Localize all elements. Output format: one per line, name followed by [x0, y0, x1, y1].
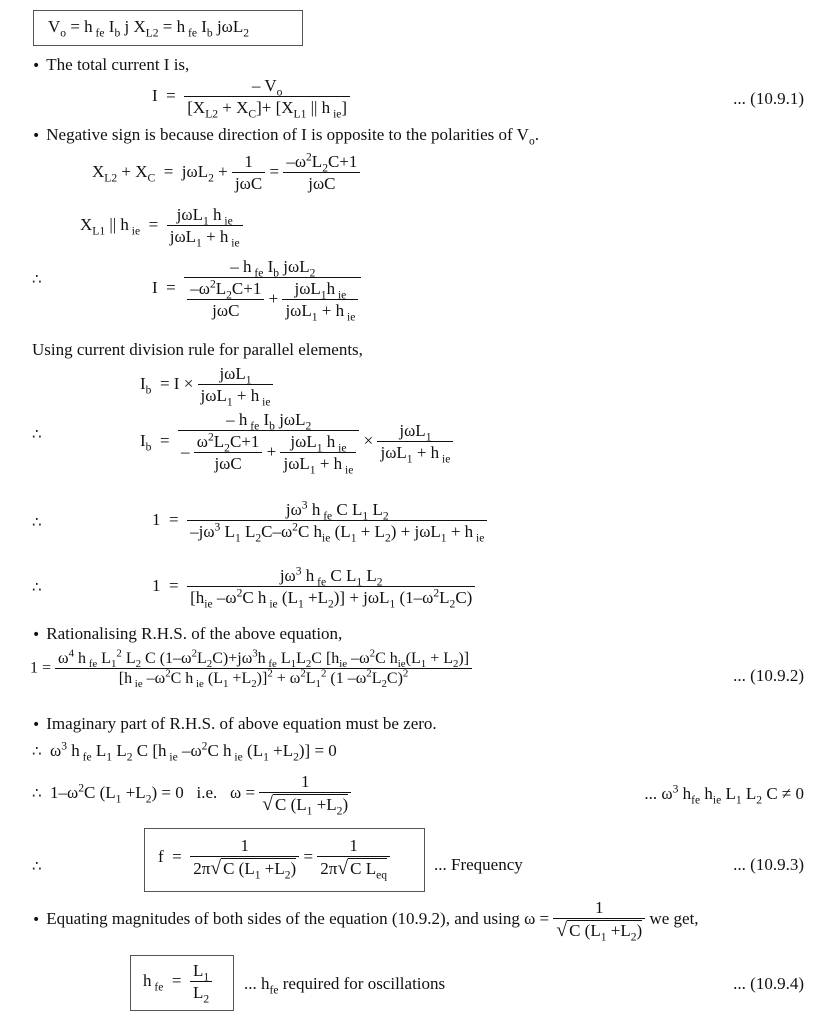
bullet-icon: •	[32, 911, 41, 928]
therefore-icon: ∴	[32, 578, 42, 596]
vo-equation: $V_o = h$ $_{fe}$ $I_b$ j $X_{L2} = h$ $_{fe}$ $I_b$ jωL$_2$	[48, 17, 250, 40]
frequency-label: ... Frequency	[434, 855, 523, 874]
equation-xl2-xc: $X_{L2} + X_C = j\omega L_2$ + $\frac{1}{\text{jωC}}$ = $\frac{-\omega^2L_2C+1}{\text{jωC}}$	[92, 152, 360, 194]
therefore-icon: ∴	[32, 857, 42, 875]
bullet-icon: •	[32, 627, 41, 643]
equation-10-9-1: I = $\frac{- V_o}{[X_{L2} + X_C]+ [X_{L1} || h _{ie}]}$	[152, 76, 350, 118]
omega-fraction: $\frac{1}{√ C (L_1 +L_2)}$	[553, 898, 645, 942]
equation-one-a: 1 = $\frac{j\omega^3 h _{fe} C L_1 L_2}{-j\omega^3 L_1 L_2C-\omega^2C h_{ie} (L_1 + L_2) + j\omega L_1 + h _{ie}}$	[152, 500, 487, 542]
therefore-icon: ∴	[32, 270, 42, 288]
bullet-icon: •	[32, 128, 41, 144]
bullet-text: Rationalising R.H.S. of the above equation,	[46, 624, 343, 643]
hfe-label: ... $h_{fe}$ required for oscillations	[244, 974, 446, 997]
bullet-total-current	[32, 55, 189, 75]
bullet-negative-sign: • Negative sign is because direction of I is opposite to the polarities of $V_o$.	[32, 125, 539, 148]
bullet-text: The total current I is,	[46, 55, 190, 74]
equation-ib-expanded: $I_b$ = – h $_{fe}$ $I_b$ jωL$_2$ – $\frac{\omega^2L_2C+1}{\text{jωC}}$ + $\frac{j\omega L_1 h _{ie}}{j\omega L_1 + h _{ie}}$ × $\frac{j\omega L_1}{j\omega L_1 + h _{ie}}$	[140, 410, 453, 474]
condition-part: h	[678, 784, 692, 803]
ie-label: i.e.	[196, 782, 218, 802]
hfe-label-part: required for oscillations	[278, 974, 446, 993]
bullet-icon: •	[32, 717, 41, 733]
equation-number: ... (10.9.4)	[733, 974, 804, 993]
equation-omega: ∴ $1-\omega^2C$ $(L_1 +L_2) = 0$ i.e. ω = $\frac{1}{√ C (L_1 +L_2)}$	[32, 772, 351, 816]
equation-frequency: f = $\frac{1}{2\pi√ C (L_1 +L_2)}$ = $\frac{1}{2\pi√ C L_{eq}}$	[158, 836, 390, 880]
equation-number: ... (10.9.2)	[733, 666, 804, 685]
hfe-label-part: fe	[269, 983, 279, 997]
condition-text: ... $\omega^3$ $h_{fe}$ $h_{ie}$ $L_1$ $L_2$ C ≠ 0	[644, 782, 804, 807]
equation-ib: $I_b = I$ × $\frac{j\omega L_1}{j\omega L_1 + h _{ie}}$	[140, 364, 273, 406]
bullet-text: Equating magnitudes of both sides of the equation (10.9.2), and using ω =	[46, 908, 550, 928]
paragraph-current-division: Using current division rule for parallel elements,	[32, 340, 363, 359]
bullet-icon: •	[32, 58, 41, 74]
bullet-equating-magnitudes	[32, 898, 699, 942]
equation-imag-zero: ∴ $\omega^3$ h $_{fe}$ $L_1$ $L_2$ C [h $_{ie}$ $-\omega^2C$ h $_{ie}$ $(L_1 +L_2)] = 0$	[32, 739, 337, 764]
equation-hfe: h $_{fe}$ = $\frac{L_1}{L_2}$	[143, 961, 212, 1003]
equation-one-b: 1 = $\frac{j\omega^3 h _{fe} C L_1 L_2}{[h_{ie} -\omega^2C h _{ie} (L_1 +L_2)] + j\omega L_1 (1-\omega^2L_2C)}$	[152, 566, 475, 608]
equation-xl1-hie: $X_{L1}$ || h $_{ie}$ = $\frac{j\omega L_1 h _{ie}}{j\omega L_1 + h _{ie}}$	[80, 205, 243, 247]
equation-number: ... (10.9.1)	[733, 89, 804, 108]
hfe-label-part: h	[261, 974, 270, 993]
therefore-icon: ∴	[32, 513, 42, 531]
bullet-rationalising	[32, 624, 342, 644]
equation-number: ... (10.9.3)	[733, 855, 804, 874]
bullet-text: Negative sign is because direction of I is opposite to the polarities of V	[46, 125, 529, 144]
therefore-icon: ∴	[32, 742, 42, 760]
subscript: o	[528, 134, 535, 148]
bullet-imaginary-part	[32, 714, 437, 734]
bullet-text: Imaginary part of R.H.S. of above equation must be zero.	[46, 714, 437, 733]
bullet-text: we get,	[649, 908, 699, 928]
equation-10-9-2: 1 = $\omega^4$ h $_{fe}$ $L_1^2$ $L_2$ C $(1-\omega^2L_2C)+j\omega^3h$ $_{fe}$ $L_1L_2C$ [$h_{ie}$ $-\omega^2C$ $h_{ie}(L_1 + L_2)$] [h $_{ie}$ $-\omega^2C$ h $_{ie}$ $(L_1 +L_2)]^2 + \omega^2L_1^2$ (1 $-\omega^2L_2C)^2$	[30, 650, 472, 688]
therefore-icon: ∴	[32, 425, 42, 443]
equation-current-i: I = – h $_{fe}$ $I_b$ jωL$_2$ $\frac{-\omega^2L_2C+1}{\text{jωC}}$ + $\frac{j\omega L_1h _{ie}}{j\omega L_1 + h _{ie}}$	[152, 257, 361, 321]
condition-part: ... ω	[644, 784, 673, 803]
condition-part: C ≠ 0	[762, 784, 804, 803]
therefore-icon: ∴	[32, 783, 42, 802]
